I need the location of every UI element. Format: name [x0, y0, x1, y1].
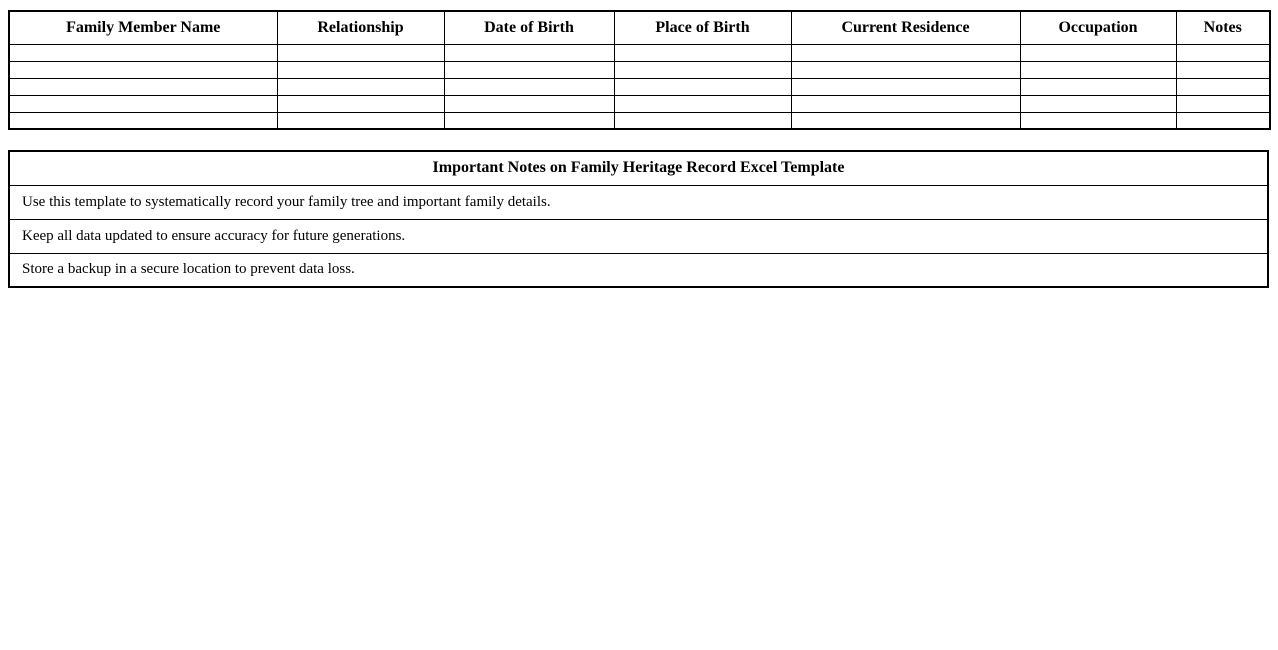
note-text: Store a backup in a secure location to prevent data loss.: [9, 253, 1268, 287]
empty-data-row: [9, 61, 1270, 78]
empty-cell: [1176, 61, 1270, 78]
empty-cell: [444, 78, 614, 95]
family-table-body: [9, 44, 1270, 129]
empty-cell: [614, 44, 791, 61]
empty-cell: [9, 78, 277, 95]
empty-cell: [791, 112, 1020, 129]
column-header-notes: Notes: [1176, 11, 1270, 44]
empty-cell: [277, 78, 444, 95]
column-header-current-residence: Current Residence: [791, 11, 1020, 44]
column-header-date-of-birth: Date of Birth: [444, 11, 614, 44]
family-heritage-table: [8, 10, 1271, 130]
column-header-place-of-birth: Place of Birth: [614, 11, 791, 44]
column-header-family-member-name: Family Member Name: [9, 11, 277, 44]
empty-data-row: [9, 78, 1270, 95]
empty-cell: [791, 78, 1020, 95]
empty-cell: [9, 61, 277, 78]
empty-cell: [9, 112, 277, 129]
empty-cell: [1176, 95, 1270, 112]
note-text: Use this template to systematically record your family tree and important family details.: [9, 185, 1268, 219]
empty-cell: [277, 95, 444, 112]
empty-cell: [791, 61, 1020, 78]
empty-cell: [9, 44, 277, 61]
notes-table-title: Important Notes on Family Heritage Record Excel Template: [9, 151, 1268, 185]
empty-cell: [277, 112, 444, 129]
column-header-relationship: Relationship: [277, 11, 444, 44]
empty-cell: [1020, 78, 1176, 95]
empty-cell: [1020, 44, 1176, 61]
empty-cell: [9, 95, 277, 112]
empty-cell: [1176, 44, 1270, 61]
empty-data-row: [9, 112, 1270, 129]
empty-cell: [791, 44, 1020, 61]
important-notes-table: [8, 150, 1269, 288]
empty-cell: [1020, 61, 1176, 78]
empty-cell: [614, 112, 791, 129]
note-text: Keep all data updated to ensure accuracy for future generations.: [9, 219, 1268, 253]
empty-cell: [277, 44, 444, 61]
empty-cell: [444, 95, 614, 112]
empty-cell: [614, 61, 791, 78]
column-header-occupation: Occupation: [1020, 11, 1176, 44]
note-row: [9, 253, 1268, 287]
note-row: [9, 185, 1268, 219]
empty-cell: [1020, 95, 1176, 112]
empty-cell: [1176, 78, 1270, 95]
empty-data-row: [9, 44, 1270, 61]
empty-cell: [791, 95, 1020, 112]
empty-cell: [1020, 112, 1176, 129]
empty-cell: [444, 112, 614, 129]
empty-cell: [277, 61, 444, 78]
empty-cell: [444, 44, 614, 61]
family-table-header-row: [9, 11, 1270, 44]
empty-cell: [614, 95, 791, 112]
notes-table-body: [9, 185, 1268, 287]
empty-cell: [444, 61, 614, 78]
empty-cell: [614, 78, 791, 95]
empty-cell: [1176, 112, 1270, 129]
note-row: [9, 219, 1268, 253]
notes-title-row: [9, 151, 1268, 185]
empty-data-row: [9, 95, 1270, 112]
